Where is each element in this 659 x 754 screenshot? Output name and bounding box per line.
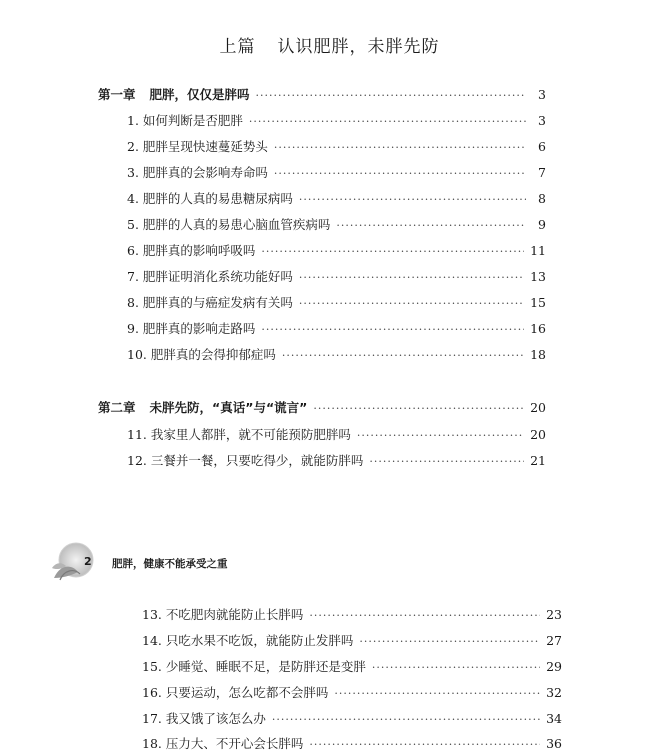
entry-label: 12. 三餐并一餐，只要吃得少，就能防胖吗 xyxy=(127,453,364,468)
entry-page: 16 xyxy=(530,321,546,336)
leader-dots xyxy=(299,295,524,313)
toc-entry[interactable] xyxy=(127,112,546,130)
entry-label: 4. 肥胖的人真的易患糖尿病吗 xyxy=(127,191,293,206)
toc-entry[interactable] xyxy=(127,320,546,338)
leader-dots xyxy=(274,165,526,183)
toc-entry[interactable] xyxy=(127,242,546,260)
entry-page: 27 xyxy=(546,633,562,648)
entry-page: 15 xyxy=(530,295,546,310)
leader-dots xyxy=(357,427,524,445)
leader-dots xyxy=(336,217,526,235)
toc-chapter-2[interactable] xyxy=(98,399,546,417)
toc-entry[interactable] xyxy=(127,138,546,156)
chapter-number: 第二章 xyxy=(98,400,136,415)
entry-page: 9 xyxy=(538,217,546,232)
entry-page: 32 xyxy=(546,685,562,700)
page-footer xyxy=(50,538,310,584)
entry-page: 6 xyxy=(538,139,546,154)
entry-page: 7 xyxy=(538,165,546,180)
entry-label: 3. 肥胖真的会影响寿命吗 xyxy=(127,165,268,180)
leader-dots xyxy=(313,400,524,418)
leader-dots xyxy=(282,347,524,365)
running-head: 肥胖，健康不能承受之重 xyxy=(112,558,228,570)
entry-page: 21 xyxy=(530,453,546,468)
entry-label: 18. 压力大、不开心会长胖吗 xyxy=(142,736,304,751)
leader-dots xyxy=(249,113,526,131)
toc-entry[interactable] xyxy=(142,606,562,624)
entry-page: 23 xyxy=(546,607,562,622)
leader-dots xyxy=(256,87,526,105)
leader-dots xyxy=(369,453,524,471)
leader-dots xyxy=(309,736,540,754)
toc-entry[interactable] xyxy=(142,658,562,676)
toc-entry[interactable] xyxy=(127,216,546,234)
leader-dots xyxy=(261,321,524,339)
entry-label: 2. 肥胖呈现快速蔓延势头 xyxy=(127,139,268,154)
toc-entry[interactable] xyxy=(127,190,546,208)
chapter-number: 第一章 xyxy=(98,87,136,102)
chapter-title: 肥胖，仅仅是胖吗 xyxy=(149,87,250,102)
entry-label: 1. 如何判断是否肥胖 xyxy=(127,113,243,128)
part-heading: 认识肥胖，未胖先防 xyxy=(277,37,440,57)
leader-dots xyxy=(359,633,540,651)
entry-label: 6. 肥胖真的影响呼吸吗 xyxy=(127,243,256,258)
entry-page: 3 xyxy=(538,113,546,128)
toc-entry[interactable] xyxy=(127,268,546,286)
entry-page: 18 xyxy=(530,347,546,362)
entry-label: 5. 肥胖的人真的易患心脑血管疾病吗 xyxy=(127,217,331,232)
chapter-page: 20 xyxy=(530,400,546,415)
leader-dots xyxy=(272,711,540,729)
leader-dots xyxy=(309,607,540,625)
chapter-page: 3 xyxy=(538,87,546,102)
entry-label: 10. 肥胖真的会得抑郁症吗 xyxy=(127,347,276,362)
entry-page: 36 xyxy=(546,736,562,751)
toc-entry[interactable] xyxy=(127,346,546,364)
part-prefix: 上篇 xyxy=(219,37,256,57)
toc-entry[interactable] xyxy=(142,632,562,650)
entry-label: 15. 少睡觉、睡眠不足，是防胖还是变胖 xyxy=(142,659,366,674)
page-number: 2 xyxy=(84,555,92,568)
entry-label: 17. 我又饿了该怎么办 xyxy=(142,711,266,726)
entry-page: 13 xyxy=(530,269,546,284)
leader-dots xyxy=(334,685,540,703)
toc-entry[interactable] xyxy=(142,684,562,702)
toc-entry[interactable] xyxy=(127,452,546,470)
toc-entry[interactable] xyxy=(142,710,562,728)
part-title xyxy=(0,32,659,57)
entry-label: 8. 肥胖真的与癌症发病有关吗 xyxy=(127,295,293,310)
entry-page: 34 xyxy=(546,711,562,726)
entry-page: 11 xyxy=(530,243,546,258)
entry-label: 13. 不吃肥肉就能防止长胖吗 xyxy=(142,607,304,622)
toc-entry[interactable] xyxy=(127,164,546,182)
leader-dots xyxy=(274,139,526,157)
chapter-title: 未胖先防，“真话”与“谎言” xyxy=(149,400,308,415)
leader-dots xyxy=(299,191,526,209)
toc-entry[interactable] xyxy=(127,426,546,444)
entry-label: 9. 肥胖真的影响走路吗 xyxy=(127,321,256,336)
leader-dots xyxy=(261,243,524,261)
leader-dots xyxy=(299,269,524,287)
entry-page: 20 xyxy=(530,427,546,442)
entry-label: 14. 只吃水果不吃饭，就能防止发胖吗 xyxy=(142,633,354,648)
entry-label: 7. 肥胖证明消化系统功能好吗 xyxy=(127,269,293,284)
toc-chapter-1[interactable] xyxy=(98,86,546,104)
leader-dots xyxy=(372,659,540,677)
entry-label: 11. 我家里人都胖，就不可能预防肥胖吗 xyxy=(127,427,351,442)
entry-page: 8 xyxy=(538,191,546,206)
toc-entry[interactable] xyxy=(142,735,562,753)
entry-label: 16. 只要运动，怎么吃都不会胖吗 xyxy=(142,685,329,700)
toc-entry[interactable] xyxy=(127,294,546,312)
entry-page: 29 xyxy=(546,659,562,674)
